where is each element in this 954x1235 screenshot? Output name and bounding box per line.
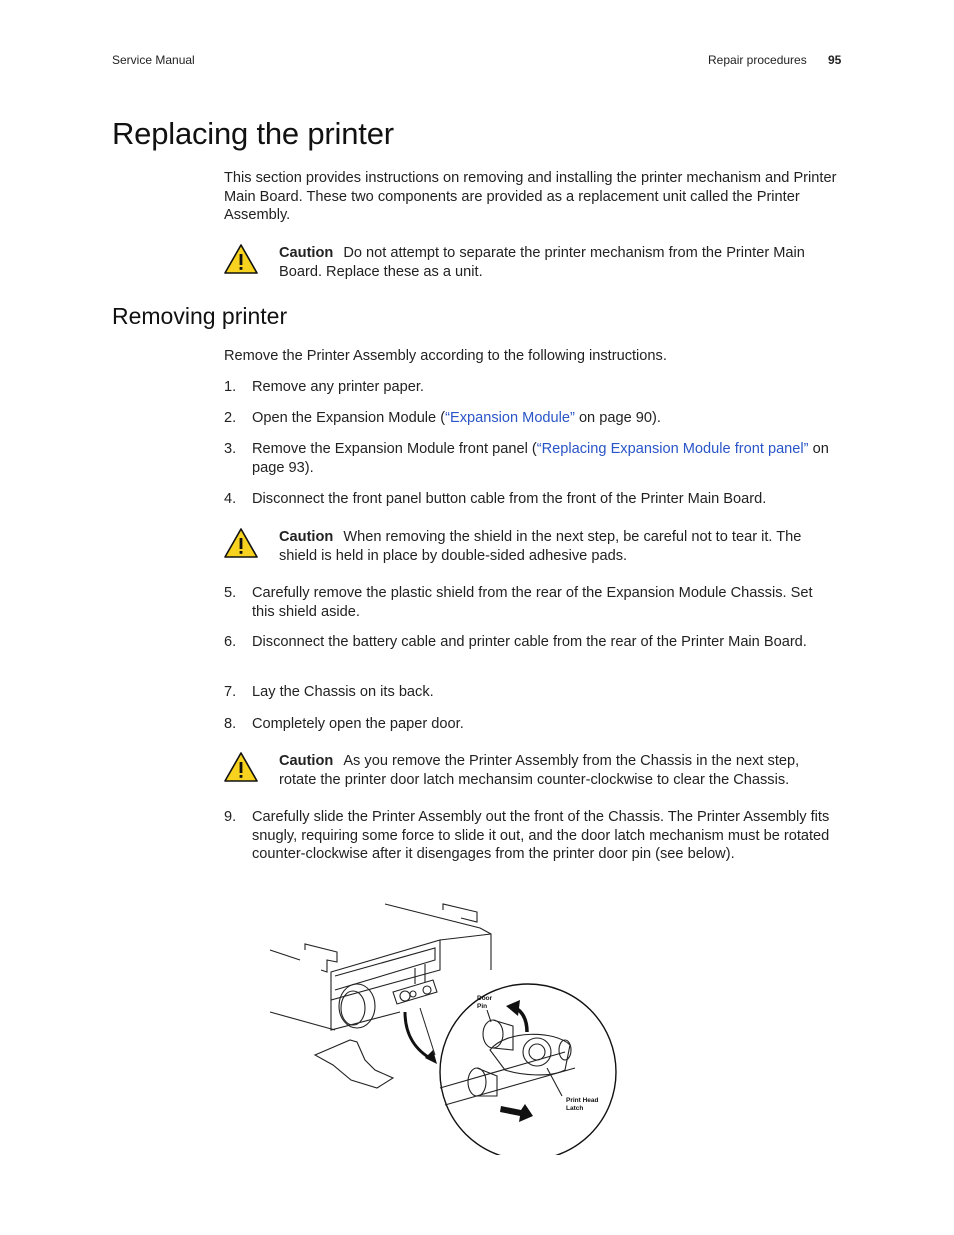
step-text-post: on page 93). bbox=[252, 441, 829, 476]
step-number: 3. bbox=[224, 441, 237, 457]
caution-label: Caution bbox=[279, 245, 334, 261]
step-text-post: on page 90). bbox=[574, 410, 661, 426]
step-number: 7. bbox=[224, 684, 237, 700]
caution-text: Do not attempt to separate the printer mechanism from the Printer Main Board. Replace these as a unit. bbox=[279, 245, 805, 280]
step-text: Carefully slide the Printer Assembly out the front of the Chassis. The Printer Assembly fits snugly, requiring some force to slide it out, and the door latch mechanism must be rotated counter-clockwise after it disengages from the printer door pin (see below). bbox=[252, 809, 830, 863]
step-number: 5. bbox=[224, 585, 237, 601]
step-text: Lay the Chassis on its back. bbox=[252, 684, 434, 700]
step-text bbox=[252, 409, 832, 428]
door-pin-callout-line2: Pin bbox=[477, 1003, 488, 1010]
step-text: Completely open the paper door. bbox=[252, 716, 464, 732]
running-header-section: Repair procedures bbox=[708, 53, 807, 67]
caution-text: As you remove the Printer Assembly from the Chassis in the next step, rotate the printer door latch mechansim counter-clockwise to clear the Chassis. bbox=[279, 753, 800, 788]
printer-removal-illustration bbox=[265, 900, 625, 1155]
cross-reference-link[interactable]: “Expansion Module” bbox=[445, 410, 575, 426]
cross-reference-link[interactable]: “Replacing Expansion Module front panel” bbox=[536, 441, 809, 457]
step-text-pre: Open the Expansion Module ( bbox=[252, 410, 446, 426]
step-number: 2. bbox=[224, 410, 237, 426]
step-text: Carefully remove the plastic shield from the rear of the Expansion Module Chassis. Set this shield aside. bbox=[252, 585, 813, 620]
step-text bbox=[252, 440, 832, 477]
step-number: 9. bbox=[224, 809, 237, 825]
step-number: 4. bbox=[224, 491, 237, 507]
step-text: Remove any printer paper. bbox=[252, 379, 424, 395]
print-head-latch-callout-line2: Latch bbox=[566, 1105, 584, 1112]
section-intro: Remove the Printer Assembly according to the following instructions. bbox=[224, 348, 667, 364]
step-number: 1. bbox=[224, 379, 237, 395]
intro-paragraph: This section provides instructions on removing and installing the printer mechanism and Printer Main Board. These two components are provided as a replacement unit called the Printer Assembly. bbox=[224, 170, 837, 224]
caution-text: When removing the shield in the next step, be careful not to tear it. The shield is held in place by double-sided adhesive pads. bbox=[279, 529, 802, 564]
print-head-latch-callout-line1: Print Head bbox=[566, 1097, 599, 1104]
warning-triangle-icon bbox=[224, 528, 258, 558]
step-number: 6. bbox=[224, 634, 237, 650]
caution-text-block bbox=[279, 244, 839, 281]
caution-label: Caution bbox=[279, 529, 334, 545]
section-heading: Removing printer bbox=[112, 303, 288, 329]
step-text: Disconnect the battery cable and printer cable from the rear of the Printer Main Board. bbox=[252, 634, 807, 650]
page-number: 95 bbox=[828, 53, 842, 67]
step-text: Disconnect the front panel button cable from the front of the Printer Main Board. bbox=[252, 491, 767, 507]
caution-text-block bbox=[279, 752, 839, 789]
warning-triangle-icon bbox=[224, 752, 258, 782]
caution-text-block bbox=[279, 528, 839, 565]
door-pin-callout-line1: Door bbox=[477, 995, 493, 1002]
warning-triangle-icon bbox=[224, 244, 258, 274]
running-header-title: Service Manual bbox=[112, 53, 195, 67]
step-text-pre: Remove the Expansion Module front panel ( bbox=[252, 441, 537, 457]
step-number: 8. bbox=[224, 716, 237, 732]
caution-label: Caution bbox=[279, 753, 334, 769]
page-title: Replacing the printer bbox=[112, 116, 394, 151]
